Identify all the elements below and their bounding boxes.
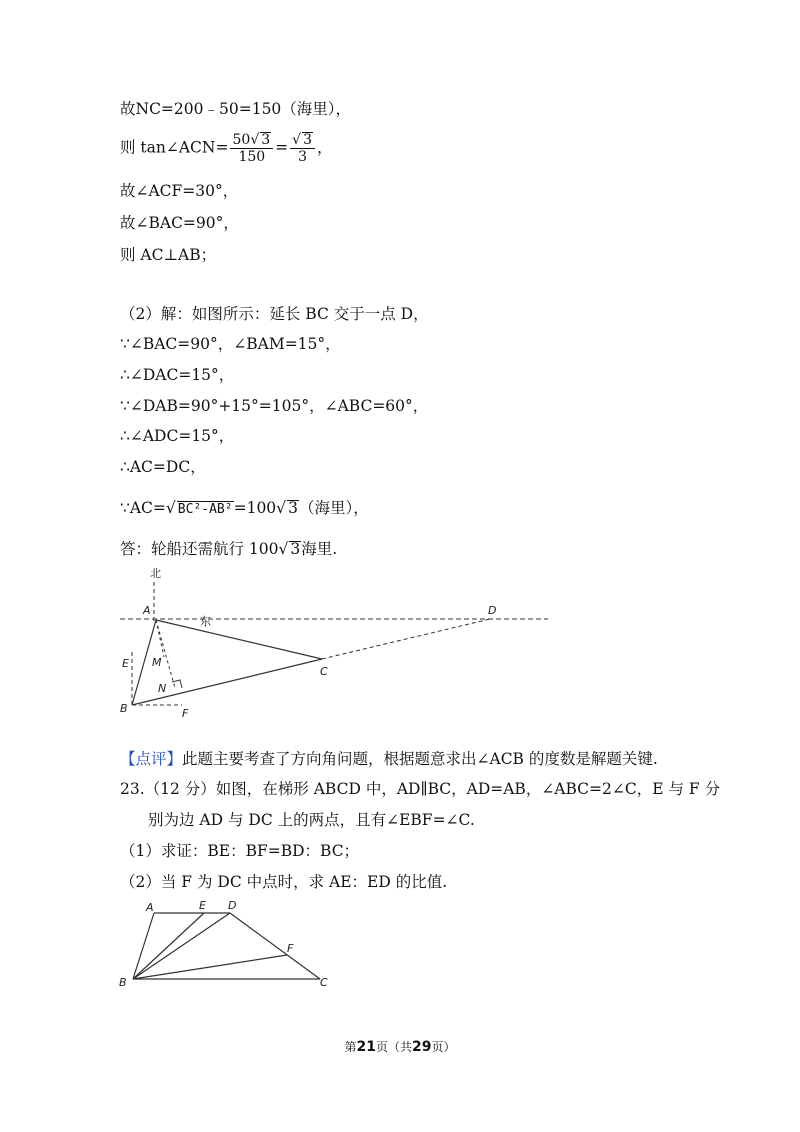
- label-b: B: [120, 702, 128, 715]
- segment-dc-2: [230, 913, 320, 979]
- trapezoid-figure: [115, 895, 340, 995]
- text-line-10: ∴∠ADC=15°，: [120, 427, 235, 445]
- label-b-2: B: [119, 976, 127, 989]
- label-d: D: [488, 604, 497, 617]
- total-pages: 29: [412, 1039, 432, 1055]
- label-f: F: [182, 707, 189, 720]
- page-footer: 第21页（共29页）: [344, 1039, 456, 1055]
- label-m: M: [152, 656, 162, 669]
- text-line-8: ∴∠DAC=15°，: [120, 366, 235, 384]
- text-line-6: （2）解：如图所示：延长 BC 交于一点 D，: [120, 305, 429, 323]
- label-n: N: [158, 682, 167, 695]
- label-east: 东: [200, 615, 211, 628]
- text-line-9: ∵∠DAB=90°+15°=105°，∠ABC=60°，: [120, 397, 429, 415]
- text-line-2: 则 tan∠ACN= $\frac{50√ 3}{150}$ = $\frac{√ 3}{3}$ ，: [120, 132, 333, 165]
- segment-bd: [133, 913, 230, 979]
- text-line-1: 故NC=200﹣50=150（海里），: [120, 100, 352, 118]
- radicand-bc-ab: BC²-AB²: [177, 502, 233, 517]
- label-a-2: A: [146, 901, 154, 914]
- direction-figure: [110, 562, 560, 724]
- label-north: 北: [150, 567, 161, 580]
- label-c: C: [320, 665, 328, 678]
- fraction-1: $\frac{50√ 3}{150}$: [230, 132, 273, 165]
- label-a: A: [143, 604, 151, 617]
- label-c-2: C: [320, 976, 328, 989]
- text-line-12: ∵AC=√ BC²-AB²=100√ 3（海里），: [120, 499, 369, 517]
- segment-bf: [133, 955, 287, 979]
- label-d-2: D: [228, 899, 237, 912]
- question-23-part-2: （2）当 F 为 DC 中点时，求 AE：ED 的比值.: [120, 873, 448, 891]
- text-line-4: 故∠BAC=90°，: [120, 214, 239, 232]
- review-line: 【点评】此题主要考查了方向角问题，根据题意求出∠ACB 的度数是解题关键.: [120, 750, 658, 768]
- label-e: E: [122, 657, 129, 670]
- segment-an: [156, 620, 175, 688]
- question-23-line-1: 23.（12 分）如图，在梯形 ABCD 中，AD∥BC，AD=AB，∠ABC=2∠C，E 与 F 分: [120, 780, 721, 798]
- review-tag: 【点评】: [120, 750, 183, 768]
- label-e-2: E: [199, 899, 206, 912]
- segment-ac: [156, 620, 322, 659]
- current-page: 21: [356, 1039, 376, 1055]
- label-f-2: F: [287, 942, 294, 955]
- tan-prefix: 则 tan∠ACN=: [120, 138, 229, 157]
- text-line-7: ∵∠BAC=90°，∠BAM=15°，: [120, 335, 341, 353]
- segment-cd: [322, 619, 490, 659]
- fraction-2: $\frac{√ 3}{3}$: [290, 132, 315, 165]
- question-23-part-1: （1）求证：BE：BF=BD：BC；: [120, 842, 360, 860]
- text-line-13: 答：轮船还需航行 100√ 3海里.: [120, 540, 338, 558]
- question-23-line-2: 别为边 AD 与 DC 上的两点，且有∠EBF=∠C.: [148, 811, 475, 829]
- text-line-3: 故∠ACF=30°，: [120, 182, 239, 200]
- segment-am: [156, 620, 164, 657]
- text-line-5: 则 AC⊥AB；: [120, 246, 217, 264]
- text-line-11: ∴AC=DC，: [120, 458, 206, 476]
